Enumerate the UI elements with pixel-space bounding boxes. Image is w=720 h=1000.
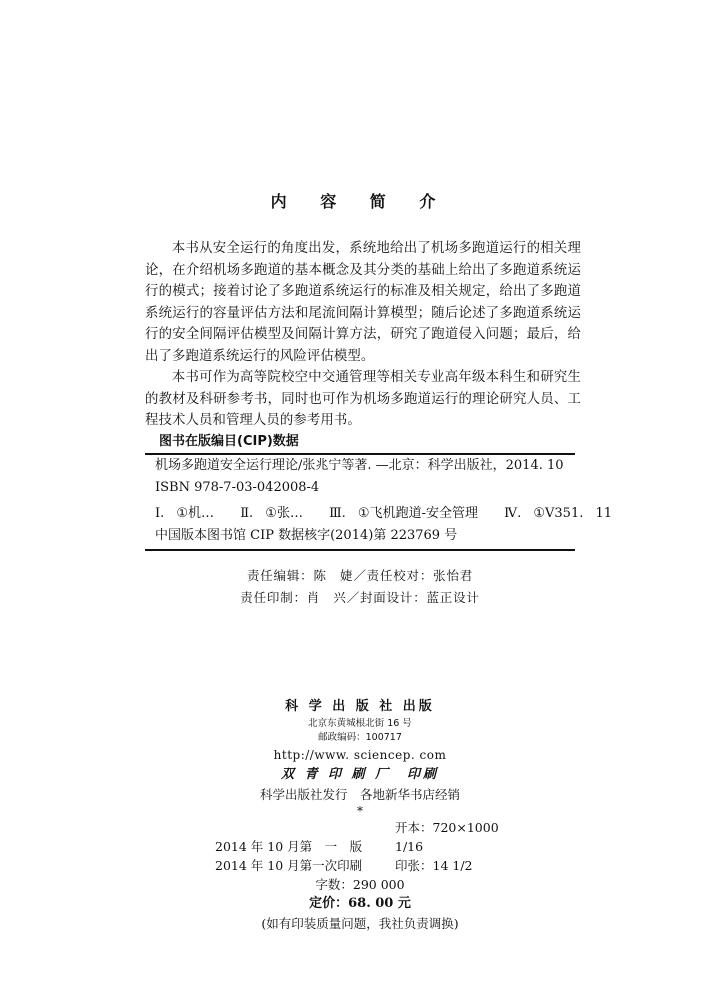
cip-archive-number: 中国版本图书馆 CIP 数据核字(2014)第 223769 号 [155, 528, 458, 543]
section-title: 内 容 简 介 [270, 192, 450, 211]
quality-notice: (如有印装质量问题，我社负责调换) [261, 916, 459, 931]
price: 定价：68. 00 元 [309, 896, 411, 911]
staff-line-1: 责任编辑：陈 婕／责任校对：张怡君 [246, 568, 474, 583]
cip-bibliographic-line: 机场多跑道安全运行理论/张兆宁等著. —北京：科学出版社，2014. 10 [155, 458, 564, 473]
colophon [0, 697, 720, 934]
publisher-url: http://www. sciencep. com [273, 748, 447, 762]
publisher-name: 科 学 出 版 社 出版 [285, 699, 435, 714]
publisher-address: 北京东黄城根北街 16 号 [308, 718, 412, 729]
cip-class-3: Ⅲ. ①飞机跑道-安全管理 [329, 506, 478, 521]
printer-name: 双 青 印 刷 厂 印刷 [280, 767, 440, 782]
cip-classification [145, 503, 613, 525]
separator-star: * [357, 804, 363, 818]
editorial-staff [0, 565, 720, 609]
cip-bottom-rule [145, 549, 575, 551]
introduction-text [145, 238, 581, 432]
cip-class-2: Ⅱ. ①张… [240, 506, 303, 521]
cip-block [145, 431, 613, 551]
word-count: 字数：290 000 [315, 877, 405, 892]
intro-paragraph-2: 本书可作为高等院校空中交通管理等相关专业高年级本科生和研究生的教材及科研参考书，同时也可作为机场多跑道运行的理论研究人员、工程技术人员和管理人员的参考用书。 [145, 370, 581, 428]
printing-row [0, 856, 720, 875]
format-info: 开本：720×1000 1/16 [395, 820, 499, 854]
staff-line-2: 责任印制：肖 兴／封面设计：蓝正设计 [240, 590, 480, 605]
cip-heading: 图书在版编目(CIP)数据 [159, 434, 299, 449]
distribution-info: 科学出版社发行 各地新华书店经销 [259, 787, 460, 802]
sheets-info: 印张：14 1/2 [395, 858, 473, 873]
intro-paragraph-1: 本书从安全运行的角度出发，系统地给出了机场多跑道运行的相关理论，在介绍机场多跑道的基本概念及其分类的基础上给出了多跑道系统运行的模式；接着讨论了多跑道系统运行的标准及相关规定，给出了多跑道系统运行的容量评估方法和尾流间隔计算模型；随后论述了多跑道系统运行的安全间隔评估模型及间隔计算方法，研究了跑道侵入问题；最后，给出了多跑道系统运行的风险评估模型。 [145, 241, 581, 364]
publisher-postcode: 邮政编码：100717 [318, 732, 402, 743]
printing-info: 2014 年 10 月第一次印刷 [215, 858, 363, 873]
cip-class-4: Ⅳ. ①V351. 11 [504, 506, 613, 521]
cip-class-1: Ⅰ. ①机… [155, 506, 215, 521]
edition-row [0, 818, 720, 856]
edition-info: 2014 年 10 月第 一 版 [215, 839, 363, 854]
cip-isbn: ISBN 978-7-03-042008-4 [155, 480, 320, 495]
